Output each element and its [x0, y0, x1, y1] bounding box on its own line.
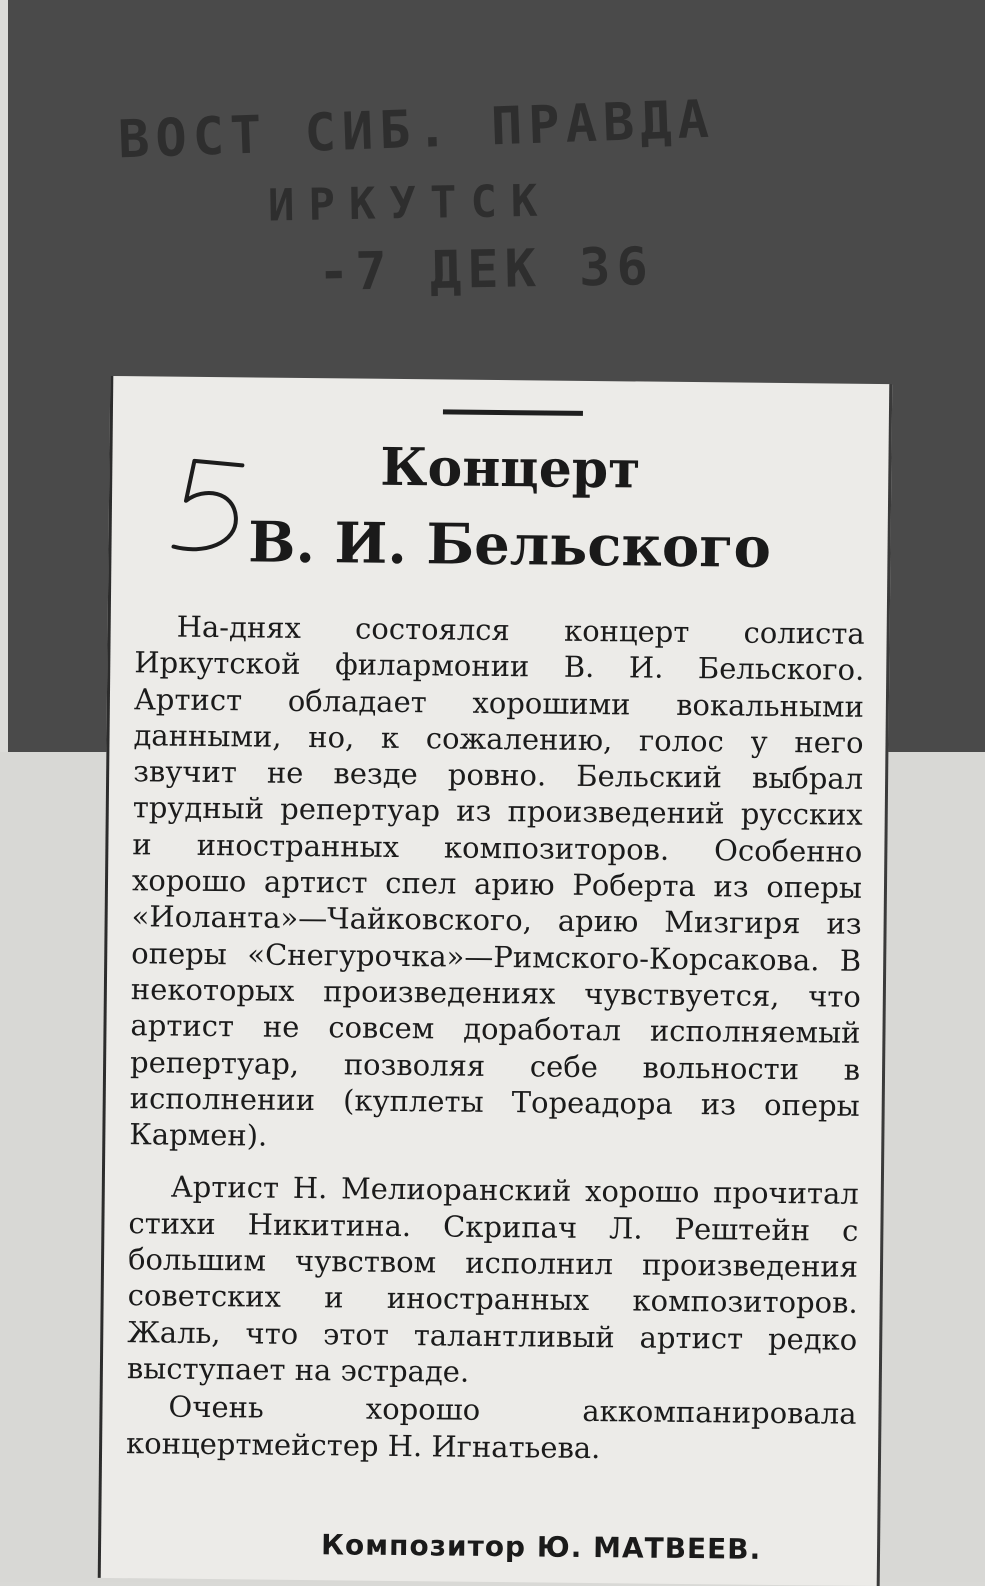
newspaper-stamp	[117, 89, 758, 320]
header-rule	[443, 409, 583, 415]
article-body	[126, 608, 865, 1468]
article-signature: Композитор Ю. МАТВЕЕВ.	[320, 1528, 762, 1566]
stamp-line-date: -7 ДЕК 36	[317, 237, 655, 303]
newspaper-clipping	[98, 376, 893, 1586]
article-paragraph-1: На-днях состоялся концерт солиста Иркутской филармонии В. И. Бельского. Артист обладает хорошими вокальными данными, но, к сожалению, голос у него звучит не везде ровно. Бельский выбрал трудный репертуар из произведений русских и иностранных композиторов. Особенно хорошо артист спел арию Роберта из оперы «Иоланта»—Чайковского, арию Мизгиря из оперы «Снегурочка»—Римского-Корсакова. В некоторых произведениях чувствуется, что артист не совсем доработал исполняемый репертуар, позволяя себе вольности в исполнении (куплеты Тореадора из оперы Кармен).	[129, 609, 865, 1153]
article-title-line1: Концерт	[379, 436, 641, 501]
stamp-line-newspaper: ВОСТ СИБ. ПРАВДА	[117, 89, 716, 171]
article-paragraph-2: Артист Н. Мелиоранский хорошо прочитал стихи Никитина. Скрипач Л. Рештейн с большим чувством исполнил произведения советских и иностранных композиторов. Жаль, что этот талантливый артист редко выступает на эстраде.	[126, 1170, 859, 1389]
stamp-line-city: ИРКУТСК	[267, 175, 552, 232]
article-paragraph-3: Очень хорошо аккомпанировала концертмейстер Н. Игнатьева.	[125, 1389, 857, 1465]
article-title-line2: В. И. Бельского	[247, 509, 772, 581]
